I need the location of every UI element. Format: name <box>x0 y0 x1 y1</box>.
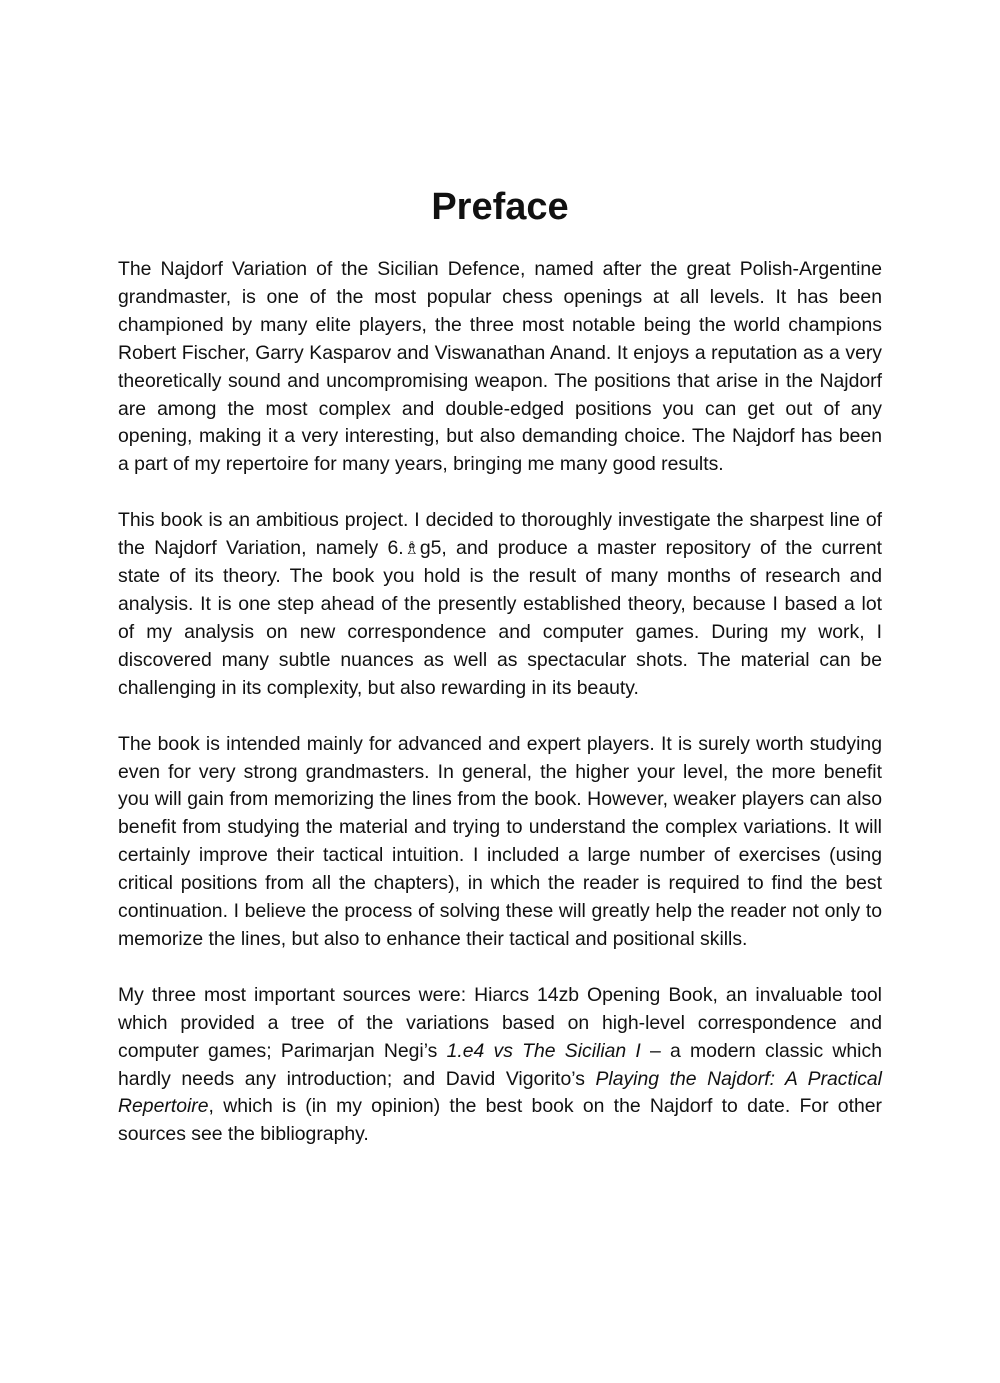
paragraph-4-part-2: – a modern classic which hardly needs any introduction; and David Vigorito’s <box>118 1039 882 1090</box>
book-title-vigorito: Playing the Najdorf: A Practical Repertoire <box>118 1067 882 1118</box>
paragraph-2-text-after: g5, and produce a master repository of the current state of its theory. The book you hold is the result of many months of research and analysis. It is one step ahead of the presently established theory, because I based a lot of my analysis on new correspondence and computer games. During my work, I discovered many subtle nuances as well as spectacular shots. The material can be challenging in its complexity, but also rewarding in its beauty. <box>118 537 882 699</box>
paragraph-4 <box>118 982 882 1149</box>
preface-body <box>118 256 882 1177</box>
bishop-icon: ♗ <box>403 538 420 560</box>
paragraph-2-text-before: This book is an ambitious project. I decided to thoroughly investigate the sharpest line of the Najdorf Variation, namely 6. <box>118 509 882 560</box>
paragraph-2 <box>118 507 882 702</box>
page-title: Preface <box>431 186 569 228</box>
paragraph-4-part-3: , which is (in my opinion) the best book on the Najdorf to date. For other sources see the bibliography. <box>118 1095 882 1146</box>
paragraph-3: The book is intended mainly for advanced and expert players. It is surely worth studying even for very strong grandmasters. In general, the higher your level, the more benefit you will gain from memorizing the lines from the book. However, weaker players can also benefit from studying the material and trying to understand the complex variations. It will certainly improve their tactical intuition. I included a large number of exercises (using critical positions from all the chapters), in which the reader is required to find the best continuation. I believe the process of solving these will greatly help the reader not only to memorize the lines, but also to enhance their tactical and positional skills. <box>118 732 882 950</box>
book-title-negi: 1.e4 vs The Sicilian I <box>446 1039 641 1062</box>
paragraph-1: The Najdorf Variation of the Sicilian Defence, named after the great Polish-Argentine grandmaster, is one of the most popular chess openings at all levels. It has been championed by many elite players, the three most notable being the world champions Robert Fischer, Garry Kasparov and Viswanathan Anand. It enjoys a reputation as a very theoretically sound and uncompromising weapon. The positions that arise in the Najdorf are among the most complex and double-edged positions you can get out of any opening, making it a very interesting, but also demanding choice. The Najdorf has been a part of my repertoire for many years, bringing me many good results. <box>118 258 882 476</box>
paragraph-4-part-1: My three most important sources were: Hiarcs 14zb Opening Book, an invaluable tool which provided a tree of the variations based on high-level correspondence and computer games; Parimarjan Negi’s <box>118 983 882 1062</box>
